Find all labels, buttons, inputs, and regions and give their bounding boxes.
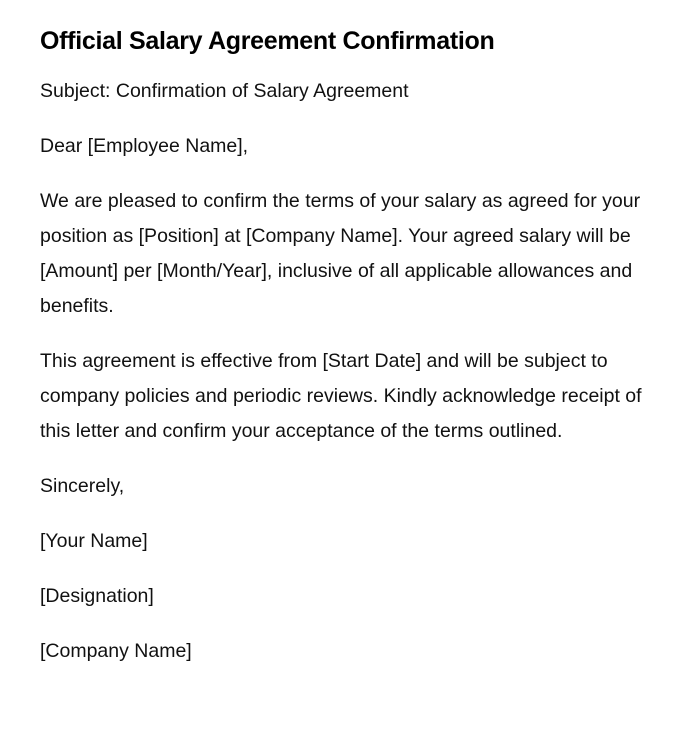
signature-designation: [Designation] bbox=[40, 585, 154, 607]
signature-name: [Your Name] bbox=[40, 530, 148, 552]
body-paragraph-1: We are pleased to confirm the terms of your salary as agreed for your position as [Position] at [Company Name]. Your agreed salary will be [Amount] per [Month/Year], inclusive of all applicable allowances and benefits. bbox=[40, 190, 641, 317]
document-title: Official Salary Agreement Confirmation bbox=[40, 27, 495, 55]
salutation: Dear [Employee Name], bbox=[40, 135, 249, 157]
subject-line: Subject: Confirmation of Salary Agreement bbox=[40, 80, 409, 102]
closing: Sincerely, bbox=[40, 475, 125, 497]
body-paragraph-2: This agreement is effective from [Start Date] and will be subject to company policies and periodic reviews. Kindly acknowledge receipt of this letter and confirm your acceptance of the terms outlined. bbox=[40, 350, 642, 442]
signature-company: [Company Name] bbox=[40, 640, 192, 662]
